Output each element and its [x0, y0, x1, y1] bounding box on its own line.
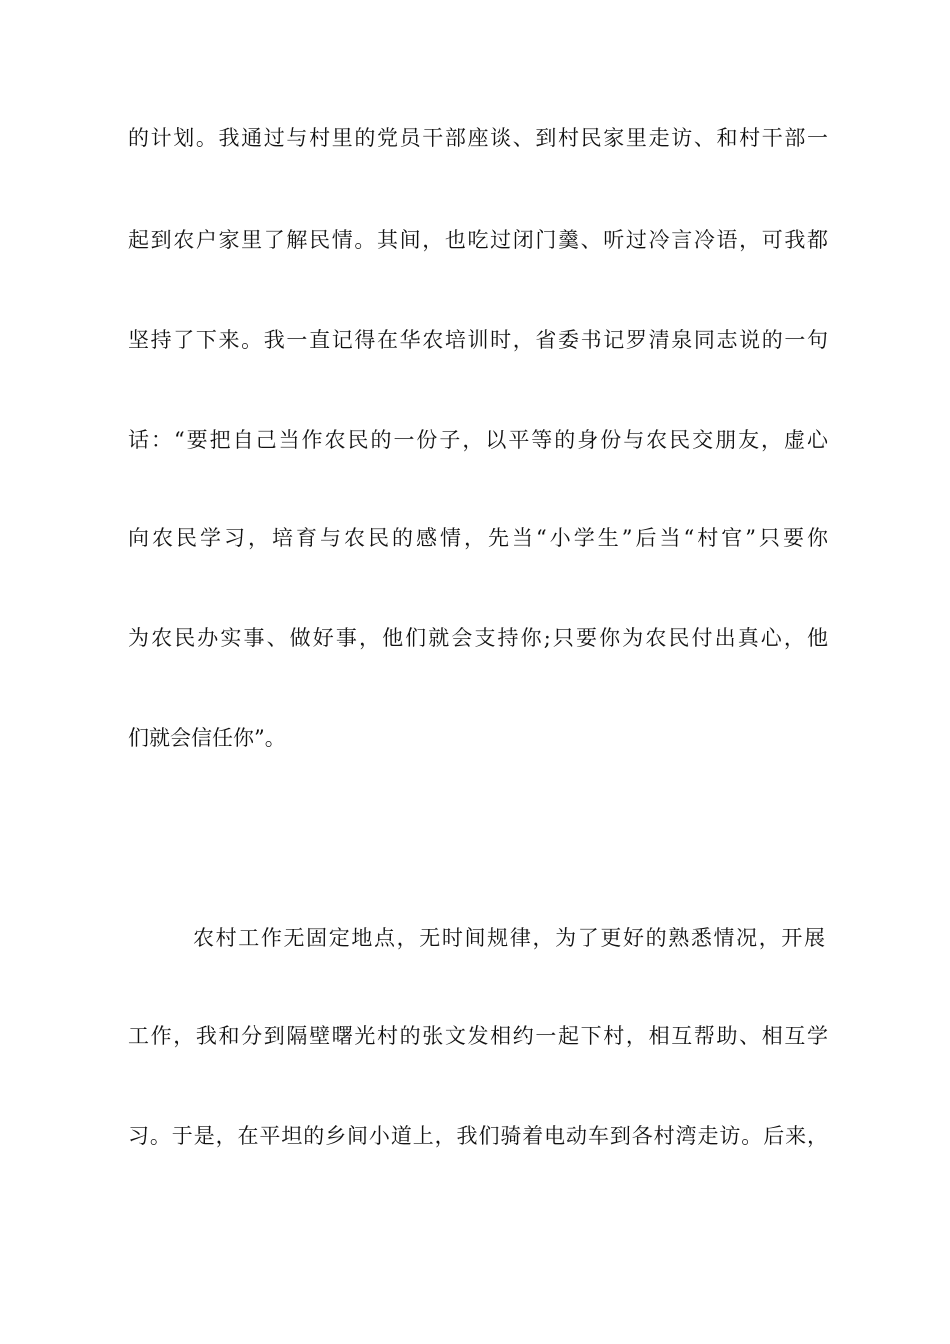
- text-line: 话：“要把自己当作农民的一份子，以平等的身份与农民交朋友，虚心: [128, 428, 828, 452]
- text-line: 工作，我和分到隔壁曙光村的张文发相约一起下村，相互帮助、相互学: [128, 1024, 828, 1048]
- text-line: 们就会信任你”。: [128, 726, 286, 750]
- text-line: 农村工作无固定地点，无时间规律，为了更好的熟悉情况，开展: [193, 926, 825, 950]
- text-line: 的计划。我通过与村里的党员干部座谈、到村民家里走访、和村干部一: [128, 126, 828, 150]
- text-line: 起到农户家里了解民情。其间，也吃过闭门羹、听过冷言冷语，可我都: [128, 228, 828, 252]
- text-line: 坚持了下来。我一直记得在华农培训时，省委书记罗清泉同志说的一句: [128, 328, 828, 352]
- text-line: 为农民办实事、做好事，他们就会支持你;只要你为农民付出真心，他: [128, 626, 828, 650]
- text-line: 习。于是，在平坦的乡间小道上，我们骑着电动车到各村湾走访。后来，: [128, 1124, 828, 1148]
- text-line: 向农民学习，培育与农民的感情，先当“小学生”后当“村官”只要你: [128, 526, 828, 550]
